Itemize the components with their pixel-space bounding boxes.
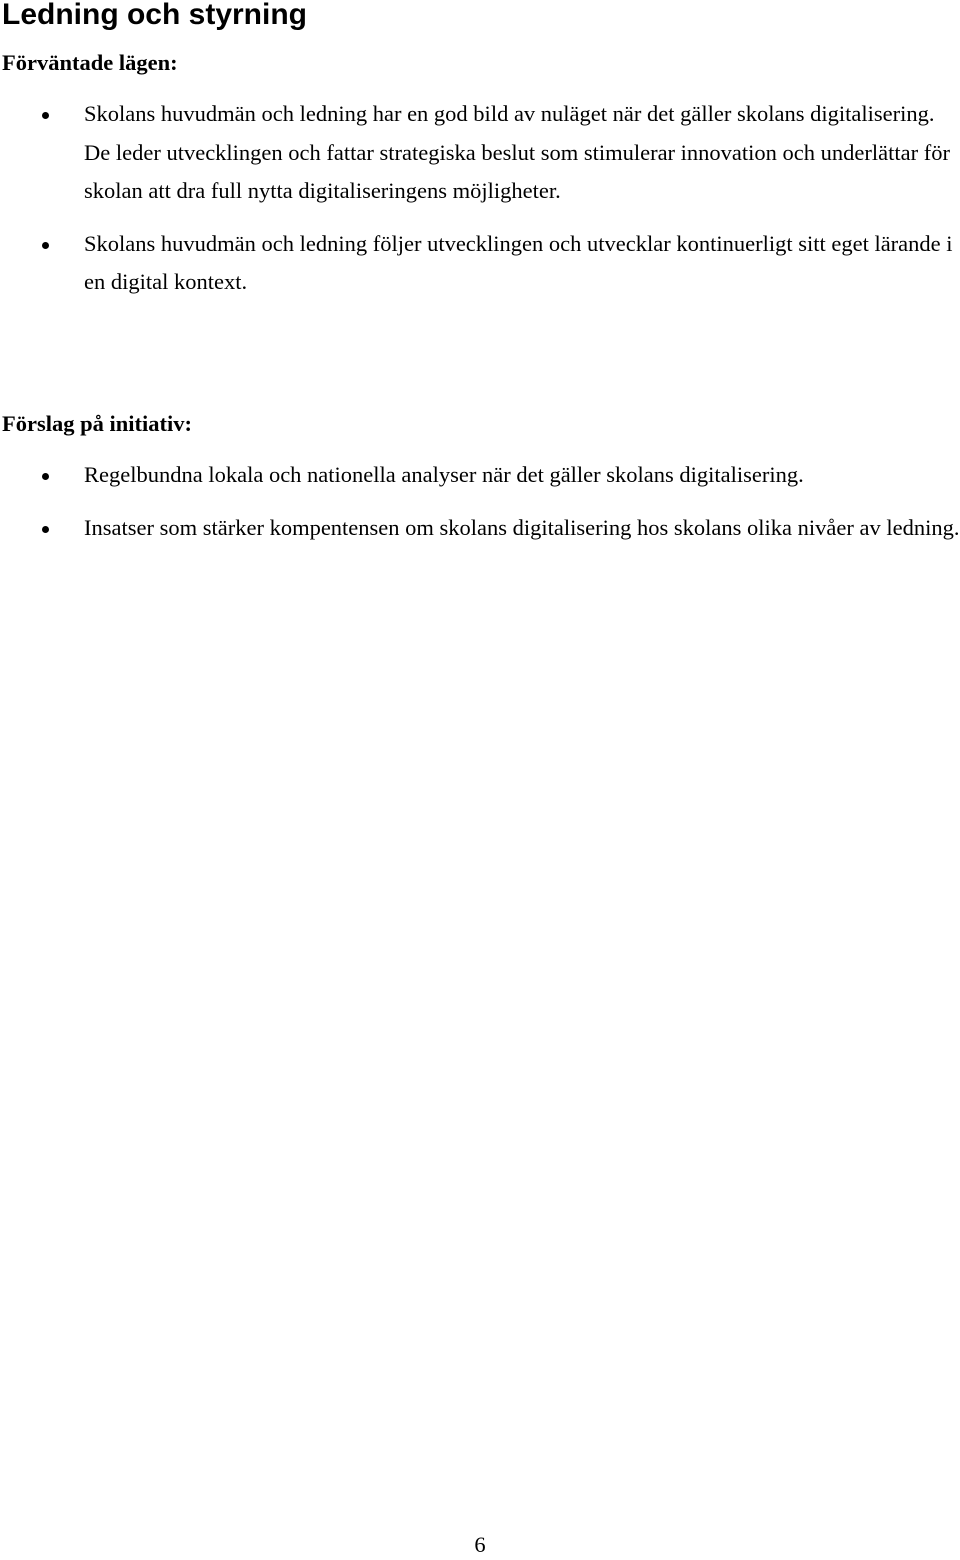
list-item <box>0 95 960 211</box>
list-item <box>0 225 960 302</box>
list-item-text: Skolans huvudmän och ledning har en god bild av nuläget när det gäller skolans digitalisering. De leder utvecklingen och fattar strategiska beslut som stimulerar innovation och underlättar för skolan att dra full nytta digitaliseringens möjligheter. <box>84 101 950 203</box>
list-item-text: Skolans huvudmän och ledning följer utvecklingen och utvecklar kontinuerligt sitt eget lärande i en digital kontext. <box>84 230 953 294</box>
bullet-icon <box>42 473 49 480</box>
list-item <box>0 509 960 548</box>
bullet-icon <box>42 242 49 249</box>
list-item <box>0 456 960 495</box>
list-item-text: Regelbundna lokala och nationella analyser när det gäller skolans digitalisering. <box>84 462 804 487</box>
initiatives-list <box>0 456 960 547</box>
page-title: Ledning och styrning <box>2 0 307 31</box>
section-heading-forvantade-lagen: Förväntade lägen: <box>2 50 178 75</box>
bullet-icon <box>42 112 49 119</box>
list-item-text: Insatser som stärker kompentensen om skolans digitalisering hos skolans olika nivåer av ledning. <box>84 514 960 540</box>
expected-states-list <box>0 95 960 302</box>
section-heading-forslag-pa-initiativ: Förslag på initiativ: <box>2 411 192 436</box>
page-number: 6 <box>474 1532 486 1557</box>
bullet-icon <box>42 526 49 533</box>
